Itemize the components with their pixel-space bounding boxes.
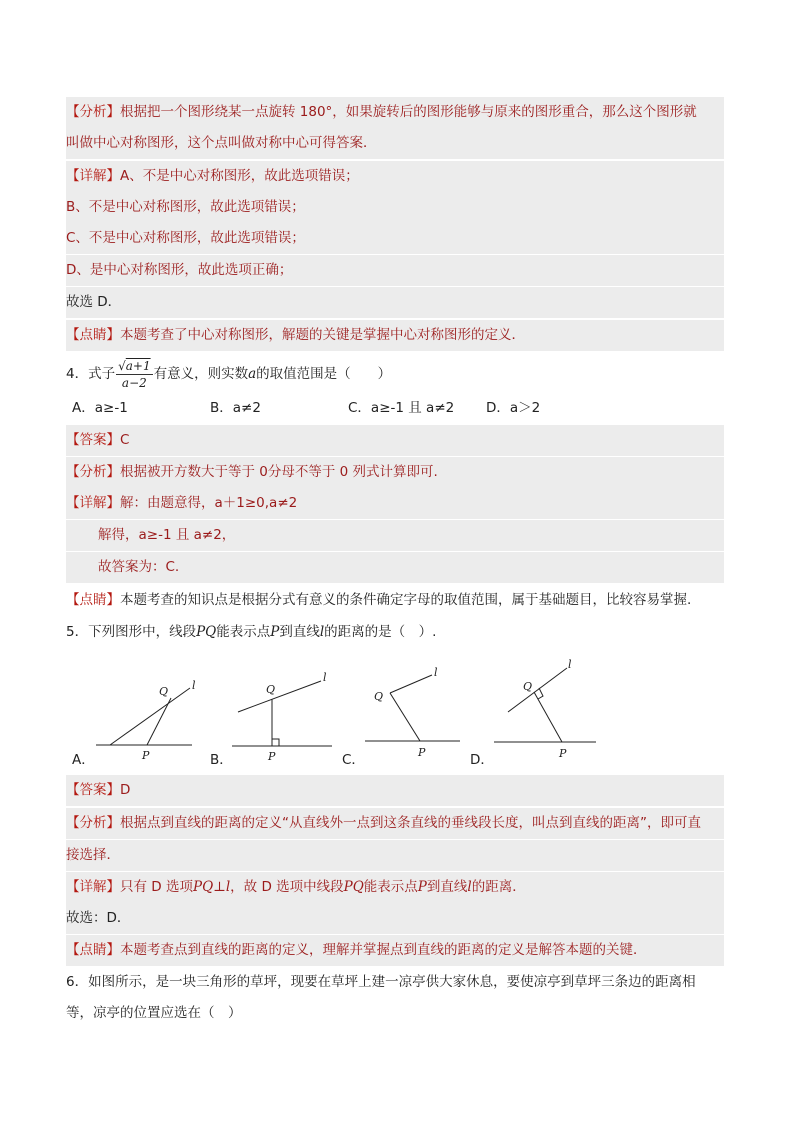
figure-c-segment-pq bbox=[390, 693, 420, 741]
comment-text: 本题考查的知识点是根据分式有意义的条件确定字母的取值范围，属于基础题目，比较容易掌握. bbox=[120, 592, 692, 608]
figure-b-line-l bbox=[238, 681, 321, 712]
q6-stem-line1: 6．如图所示，是一块三角形的草坪，现要在草坪上建一凉亭供大家休息，要使凉亭到草坪三条边的距离相 bbox=[66, 974, 696, 990]
figure-c-label-p: P bbox=[418, 746, 426, 759]
q5-comment-line bbox=[66, 935, 724, 966]
detail-segment-pq: PQ bbox=[343, 879, 364, 895]
q4-suffix: 有意义，则实数 bbox=[153, 366, 249, 382]
comment-tag: 【点睛】 bbox=[66, 942, 120, 958]
q5-stem-d: 的距离的是（ ）. bbox=[324, 624, 437, 640]
figure-b-label-q: Q bbox=[266, 683, 276, 696]
analysis-tag: 【分析】 bbox=[66, 104, 120, 120]
q5-segment-pq: PQ bbox=[196, 624, 217, 640]
q5-figure-d bbox=[492, 648, 602, 768]
figure-a-label-q: Q bbox=[159, 685, 169, 698]
detail-text-e: 的距离． bbox=[471, 879, 526, 895]
detail-text-a: 只有 D 选项 bbox=[120, 879, 193, 895]
q5-stem-a: 5．下列图形中，线段 bbox=[66, 624, 197, 640]
figure-c-label-q: Q bbox=[374, 690, 384, 703]
figure-b-label-p: P bbox=[268, 750, 276, 763]
q5-fig-label-c: C． bbox=[342, 752, 365, 768]
q5-analysis-line2: 接选择． bbox=[66, 840, 724, 871]
q3-detail-line1 bbox=[66, 161, 724, 192]
q5-line-l: l bbox=[319, 624, 325, 640]
analysis-text: 根据点到直线的距离的定义“从直线外一点到这条直线的垂线段长度，叫点到直线的距离”，即可直 bbox=[120, 815, 701, 831]
detail-tag: 【详解】 bbox=[66, 879, 120, 895]
figure-a-line-l bbox=[110, 688, 190, 745]
q4-fraction-denominator: a−2 bbox=[121, 375, 147, 390]
q4-options bbox=[66, 393, 724, 424]
q4-detail-line1 bbox=[66, 488, 724, 519]
comment-text: 本题考查点到直线的距离的定义，理解并掌握点到直线的距离的定义是解答本题的关键． bbox=[120, 942, 647, 958]
q3-comment-line bbox=[66, 320, 724, 351]
figure-d-label-l: l bbox=[568, 658, 572, 671]
q3-detail-line2: B、不是中心对称图形，故此选项错误； bbox=[66, 192, 724, 223]
comment-tag: 【点睛】 bbox=[66, 327, 120, 343]
analysis-text: 根据被开方数大于等于 0分母不等于 0 列式计算即可. bbox=[120, 464, 438, 480]
q3-analysis-line2: 叫做中心对称图形，这个点叫做对称中心可得答案． bbox=[66, 128, 724, 159]
q4-analysis-line bbox=[66, 457, 724, 488]
figure-a-label-p: P bbox=[142, 749, 150, 762]
detail-point-p: P bbox=[417, 879, 427, 895]
analysis-tag: 【分析】 bbox=[66, 464, 120, 480]
q5-fig-label-b: B． bbox=[210, 752, 233, 768]
q4-answer-line bbox=[66, 425, 724, 456]
q4-stem bbox=[66, 355, 724, 393]
answer-tag: 【答案】 bbox=[66, 432, 120, 448]
detail-tag: 【详解】 bbox=[66, 495, 120, 511]
q4-fraction-numerator: √a+1 bbox=[118, 358, 151, 373]
q5-figure-b bbox=[228, 648, 338, 768]
q5-fig-label-a: A． bbox=[72, 752, 95, 768]
analysis-tag: 【分析】 bbox=[66, 815, 120, 831]
q5-detail-line bbox=[66, 872, 724, 903]
q4-option-d: D．a＞2 bbox=[486, 400, 541, 416]
figure-d-line-l bbox=[508, 668, 567, 712]
q4-detail-line2: 解得，a≥-1 且 a≠2， bbox=[66, 520, 724, 551]
figure-c-line-l bbox=[390, 675, 432, 693]
q5-figure-c bbox=[362, 648, 472, 768]
detail-text-c: 能表示点 bbox=[363, 879, 418, 895]
q3-analysis-line1 bbox=[66, 97, 724, 128]
figure-d-segment-pq bbox=[534, 692, 562, 742]
q5-figure-a bbox=[92, 648, 202, 768]
figure-b-right-angle bbox=[272, 739, 279, 746]
detail-math: PQ⊥l bbox=[192, 879, 231, 895]
q5-point-p: P bbox=[270, 624, 280, 640]
figure-c-label-l: l bbox=[434, 666, 438, 679]
q4-suffix2: 的取值范围是（ ） bbox=[256, 366, 392, 382]
comment-tag: 【点睛】 bbox=[66, 592, 120, 608]
q4-option-c: C．a≥-1 且 a≠2 bbox=[348, 400, 455, 416]
detail-text-d: 到直线 bbox=[426, 879, 468, 895]
q5-stem bbox=[66, 617, 724, 648]
answer-text: C bbox=[120, 432, 130, 448]
q3-detail-line3: C、不是中心对称图形，故此选项错误； bbox=[66, 223, 724, 254]
detail-text: A、不是中心对称图形，故此选项错误； bbox=[120, 168, 359, 184]
q4-option-b: B．a≠2 bbox=[210, 400, 261, 416]
q6-stem-line2: 等，凉亭的位置应选在（ ） bbox=[66, 1005, 242, 1021]
detail-line-l: l bbox=[467, 879, 472, 895]
comment-text: 本题考查了中心对称图形，解题的关键是掌握中心对称图形的定义． bbox=[120, 327, 525, 343]
q4-comment-line bbox=[66, 585, 724, 616]
q4-detail-line3: 故答案为：C. bbox=[66, 552, 724, 583]
figure-a-label-l: l bbox=[192, 679, 196, 692]
q5-analysis-line1 bbox=[66, 808, 724, 839]
figure-d-label-q: Q bbox=[523, 680, 533, 693]
q4-prefix: 4．式子 bbox=[66, 366, 116, 382]
q5-stem-c: 到直线 bbox=[279, 624, 320, 640]
q4-fraction bbox=[116, 358, 153, 391]
figure-b-label-l: l bbox=[323, 671, 327, 684]
q4-option-a: A．a≥-1 bbox=[72, 400, 128, 416]
answer-tag: 【答案】 bbox=[66, 782, 120, 798]
detail-text-b: ，故 D 选项中线段 bbox=[230, 879, 344, 895]
figure-d-label-p: P bbox=[559, 747, 567, 760]
q3-detail-line4: D、是中心对称图形，故此选项正确； bbox=[66, 255, 724, 286]
q4-var: a bbox=[248, 366, 257, 382]
q5-fig-label-d: D． bbox=[470, 752, 494, 768]
figure-a-segment-pq bbox=[147, 698, 171, 745]
q3-choice: 故选 D． bbox=[66, 287, 724, 318]
q5-stem-b: 能表示点 bbox=[216, 624, 271, 640]
q5-answer-line bbox=[66, 775, 724, 806]
analysis-text: 根据把一个图形绕某一点旋转 180°，如果旋转后的图形能够与原来的图形重合，那么这个图形就 bbox=[120, 104, 697, 120]
detail-tag: 【详解】 bbox=[66, 168, 120, 184]
answer-text: D bbox=[120, 782, 131, 798]
detail-text: 解：由题意得，a＋1≥0,a≠2 bbox=[120, 495, 298, 511]
q5-choice: 故选：D． bbox=[66, 903, 724, 934]
